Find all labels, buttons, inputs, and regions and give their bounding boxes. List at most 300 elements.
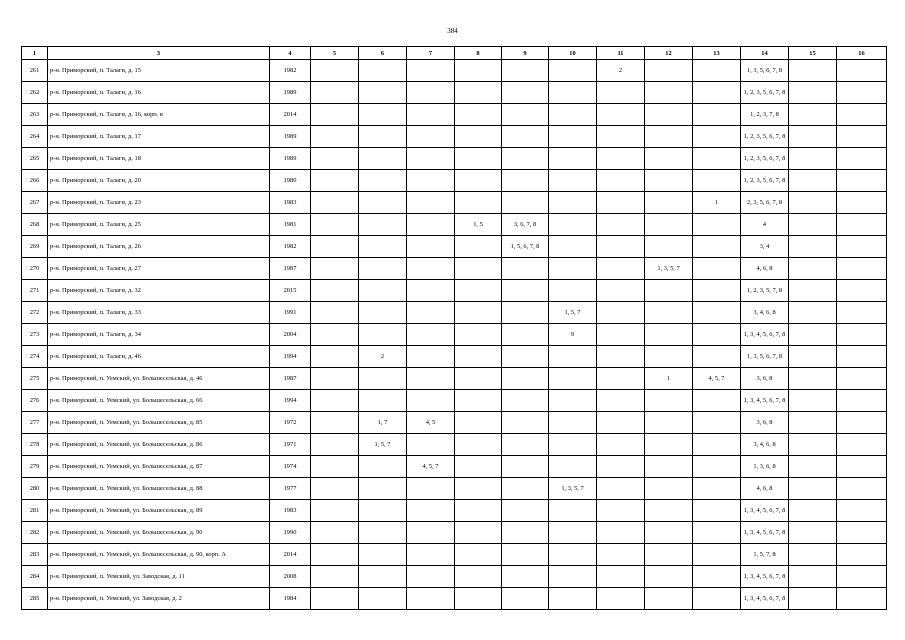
table-row [22, 104, 887, 126]
table-cell [407, 434, 455, 456]
table-cell [837, 412, 887, 434]
table-cell [455, 280, 502, 302]
table-cell [645, 280, 693, 302]
table-cell: 1, 2, 3, 5, 6, 7, 8 [741, 170, 789, 192]
year-cell: 1994 [270, 390, 311, 412]
table-cell: 1, 5 [455, 214, 502, 236]
row-number-cell: 263 [22, 104, 48, 126]
table-cell [407, 126, 455, 148]
table-cell [502, 368, 549, 390]
table-cell [645, 60, 693, 82]
table-cell [359, 588, 407, 610]
year-cell: 1990 [270, 522, 311, 544]
year-cell: 2004 [270, 324, 311, 346]
address-cell: р-н. Приморский, п. Талаги, д. 16, корп. в [48, 104, 270, 126]
table-cell [597, 412, 645, 434]
table-cell [789, 412, 837, 434]
row-number-cell: 283 [22, 544, 48, 566]
table-cell: 1, 2, 3, 5, 6, 7, 8 [741, 148, 789, 170]
table-row [22, 456, 887, 478]
table-cell [693, 522, 741, 544]
table-cell [645, 544, 693, 566]
table-cell: 1, 5, 7 [549, 302, 597, 324]
table-cell [455, 456, 502, 478]
table-cell [645, 302, 693, 324]
table-cell [597, 126, 645, 148]
address-cell: р-н. Приморский, п. Уемский, ул. Большесельская, д. 66 [48, 390, 270, 412]
table-cell: 1, 3, 5, 6, 7, 8 [741, 346, 789, 368]
table-row [22, 500, 887, 522]
table-cell [693, 588, 741, 610]
table-cell [645, 434, 693, 456]
column-header-10: 10 [549, 47, 597, 60]
table-cell [789, 500, 837, 522]
row-number-cell: 276 [22, 390, 48, 412]
table-cell [455, 302, 502, 324]
table-cell [549, 412, 597, 434]
table-cell [837, 236, 887, 258]
table-cell [359, 368, 407, 390]
table-cell [407, 346, 455, 368]
table-cell [789, 368, 837, 390]
table-cell [549, 192, 597, 214]
table-cell [693, 500, 741, 522]
table-cell [502, 522, 549, 544]
table-cell [597, 258, 645, 280]
table-cell [789, 170, 837, 192]
table-cell [502, 192, 549, 214]
table-cell: 1, 3, 4, 5, 6, 7, 8 [741, 500, 789, 522]
table-cell [645, 588, 693, 610]
table-cell [789, 104, 837, 126]
year-cell: 1972 [270, 412, 311, 434]
table-cell [693, 170, 741, 192]
table-cell [789, 258, 837, 280]
table-cell [311, 456, 359, 478]
address-cell: р-н. Приморский, п. Талаги, д. 17 [48, 126, 270, 148]
table-cell: 1 [693, 192, 741, 214]
table-cell [693, 478, 741, 500]
table-cell [789, 390, 837, 412]
table-cell [645, 104, 693, 126]
table-cell [311, 412, 359, 434]
table-row [22, 148, 887, 170]
table-cell [549, 104, 597, 126]
table-cell [789, 148, 837, 170]
address-cell: р-н. Приморский, п. Талаги, д. 46 [48, 346, 270, 368]
address-cell: р-н. Приморский, п. Талаги, д. 23 [48, 192, 270, 214]
table-cell [597, 368, 645, 390]
table-cell [311, 148, 359, 170]
table-cell [359, 104, 407, 126]
table-cell [837, 60, 887, 82]
table-cell [502, 478, 549, 500]
table-cell [549, 82, 597, 104]
year-cell: 1980 [270, 170, 311, 192]
table-cell: 1, 3, 4, 5, 6, 7, 8 [741, 390, 789, 412]
table-cell [693, 412, 741, 434]
table-cell [311, 544, 359, 566]
table-cell [789, 566, 837, 588]
table-cell [311, 500, 359, 522]
table-cell [407, 192, 455, 214]
table-cell [789, 126, 837, 148]
year-cell: 1983 [270, 192, 311, 214]
table-cell [359, 236, 407, 258]
table-cell [837, 478, 887, 500]
table-cell [789, 456, 837, 478]
row-number-cell: 272 [22, 302, 48, 324]
table-cell [837, 566, 887, 588]
header-row [22, 47, 887, 60]
table-cell [597, 566, 645, 588]
table-cell [837, 192, 887, 214]
table-cell [693, 302, 741, 324]
table-row [22, 236, 887, 258]
table-cell [407, 368, 455, 390]
year-cell: 2014 [270, 544, 311, 566]
address-cell: р-н. Приморский, п. Уемский, ул. Большесельская, д. 85 [48, 412, 270, 434]
table-cell [789, 346, 837, 368]
table-cell [837, 390, 887, 412]
table-cell [597, 544, 645, 566]
table-cell [837, 302, 887, 324]
table-cell [407, 588, 455, 610]
table-cell: 4, 6, 8 [741, 258, 789, 280]
table-cell [693, 434, 741, 456]
column-header-1: 1 [22, 47, 48, 60]
table-cell [693, 148, 741, 170]
table-cell [502, 346, 549, 368]
year-cell: 1989 [270, 148, 311, 170]
table-cell [311, 324, 359, 346]
table-cell [455, 566, 502, 588]
table-cell [407, 280, 455, 302]
year-cell: 1994 [270, 346, 311, 368]
table-cell [645, 82, 693, 104]
address-cell: р-н. Приморский, п. Уемский, ул. Большесельская, д. 86 [48, 434, 270, 456]
table-cell: 4, 5, 7 [407, 456, 455, 478]
table-cell [789, 214, 837, 236]
table-cell [455, 324, 502, 346]
row-number-cell: 279 [22, 456, 48, 478]
table-cell [311, 236, 359, 258]
year-cell: 1989 [270, 126, 311, 148]
table-cell [359, 258, 407, 280]
column-header-9: 9 [502, 47, 549, 60]
column-header-6: 6 [359, 47, 407, 60]
table-cell [837, 258, 887, 280]
year-cell: 1984 [270, 588, 311, 610]
year-cell: 1982 [270, 236, 311, 258]
table-cell: 1, 3, 4, 5, 6, 7, 8 [741, 566, 789, 588]
table-row [22, 478, 887, 500]
table-cell [693, 544, 741, 566]
table-cell [407, 170, 455, 192]
table-cell [549, 390, 597, 412]
year-cell: 1971 [270, 434, 311, 456]
table-cell [789, 236, 837, 258]
table-row [22, 126, 887, 148]
column-header-3: 3 [48, 47, 270, 60]
table-cell [502, 280, 549, 302]
table-cell [549, 148, 597, 170]
table-cell: 9 [549, 324, 597, 346]
column-header-14: 14 [741, 47, 789, 60]
table-cell [597, 522, 645, 544]
table-row [22, 588, 887, 610]
table-cell: 1 [645, 368, 693, 390]
table-cell [693, 214, 741, 236]
table-row [22, 522, 887, 544]
column-header-5: 5 [311, 47, 359, 60]
row-number-cell: 284 [22, 566, 48, 588]
table-cell [455, 60, 502, 82]
table-cell [455, 104, 502, 126]
table-cell [502, 324, 549, 346]
table-cell: 1, 2, 3, 5, 6, 7, 8 [741, 82, 789, 104]
address-cell: р-н. Приморский, п. Талаги, д. 34 [48, 324, 270, 346]
table-cell [549, 126, 597, 148]
address-cell: р-н. Приморский, п. Талаги, д. 33 [48, 302, 270, 324]
address-cell: р-н. Приморский, п. Уемский, ул. Большесельская, д. 89 [48, 500, 270, 522]
table-cell [837, 214, 887, 236]
table-cell [359, 566, 407, 588]
table-cell [645, 214, 693, 236]
table-cell [645, 324, 693, 346]
column-header-13: 13 [693, 47, 741, 60]
table-cell [837, 456, 887, 478]
table-cell [407, 214, 455, 236]
address-cell: р-н. Приморский, п. Уемский, ул. Большесельская, д. 88 [48, 478, 270, 500]
table-cell [502, 544, 549, 566]
table-row [22, 346, 887, 368]
table-cell [789, 588, 837, 610]
address-cell: р-н. Приморский, п. Талаги, д. 25 [48, 214, 270, 236]
table-cell: 1, 5, 7, 8 [741, 544, 789, 566]
table-cell [597, 236, 645, 258]
table-cell [693, 390, 741, 412]
table-cell: 3, 6, 7, 8 [502, 214, 549, 236]
table-body [22, 60, 887, 610]
table-cell [597, 324, 645, 346]
table-cell [645, 566, 693, 588]
address-cell: р-н. Приморский, п. Талаги, д. 16 [48, 82, 270, 104]
table-cell [789, 280, 837, 302]
table-cell [455, 544, 502, 566]
table-cell [359, 390, 407, 412]
table-cell [455, 412, 502, 434]
table-cell [455, 390, 502, 412]
table-row [22, 82, 887, 104]
table-cell [502, 82, 549, 104]
table-cell [311, 280, 359, 302]
table-cell [455, 148, 502, 170]
table-cell [502, 60, 549, 82]
table-cell [455, 478, 502, 500]
table-cell [837, 324, 887, 346]
address-cell: р-н. Приморский, п. Талаги, д. 20 [48, 170, 270, 192]
table-cell [407, 104, 455, 126]
address-cell: р-н. Приморский, п. Талаги, д. 15 [48, 60, 270, 82]
table-cell [837, 500, 887, 522]
table-cell [359, 522, 407, 544]
table-cell [549, 236, 597, 258]
table-cell [549, 346, 597, 368]
table-cell: 1, 5, 6, 7, 8 [502, 236, 549, 258]
table-cell [837, 82, 887, 104]
row-number-cell: 274 [22, 346, 48, 368]
address-cell: р-н. Приморский, п. Уемский, ул. Большесельская, д. 90 [48, 522, 270, 544]
table-cell [359, 126, 407, 148]
table-cell [359, 148, 407, 170]
table-cell [407, 390, 455, 412]
table-cell [455, 522, 502, 544]
table-cell [549, 456, 597, 478]
table-cell [455, 434, 502, 456]
row-number-cell: 267 [22, 192, 48, 214]
table-cell [455, 588, 502, 610]
address-cell: р-н. Приморский, п. Уемский, ул. Большесельская, д. 87 [48, 456, 270, 478]
table-cell [645, 456, 693, 478]
year-cell: 1987 [270, 368, 311, 390]
page-number: 384 [447, 27, 458, 35]
table-cell [407, 544, 455, 566]
table-cell [645, 412, 693, 434]
data-table [21, 46, 887, 610]
table-row [22, 192, 887, 214]
table-row [22, 214, 887, 236]
table-cell [693, 126, 741, 148]
row-number-cell: 262 [22, 82, 48, 104]
table-cell [311, 170, 359, 192]
table-cell [502, 434, 549, 456]
column-header-8: 8 [455, 47, 502, 60]
table-cell [549, 566, 597, 588]
table-cell [455, 170, 502, 192]
table-cell [311, 368, 359, 390]
table-cell [693, 456, 741, 478]
address-cell: р-н. Приморский, п. Уемский, ул. Большесельская, д. 90, корп. А [48, 544, 270, 566]
table-cell [359, 170, 407, 192]
year-cell: 1991 [270, 302, 311, 324]
table-cell: 1, 3, 4, 5, 6, 7, 8 [741, 588, 789, 610]
row-number-cell: 270 [22, 258, 48, 280]
year-cell: 1987 [270, 258, 311, 280]
table-cell [311, 258, 359, 280]
table-cell [502, 170, 549, 192]
table-cell [645, 236, 693, 258]
table-cell: 3, 4, 6, 8 [741, 434, 789, 456]
table-cell [311, 478, 359, 500]
table-cell [549, 280, 597, 302]
table-cell [693, 258, 741, 280]
table-cell [645, 500, 693, 522]
table-cell [693, 324, 741, 346]
table-row [22, 412, 887, 434]
table-cell [597, 390, 645, 412]
address-cell: р-н. Приморский, п. Уемский, ул. Заводская, д. 2 [48, 588, 270, 610]
table-cell [597, 478, 645, 500]
table-cell [311, 192, 359, 214]
row-number-cell: 285 [22, 588, 48, 610]
table-cell [645, 390, 693, 412]
table-cell [789, 302, 837, 324]
column-header-11: 11 [597, 47, 645, 60]
table-cell: 3, 6, 8 [741, 368, 789, 390]
year-cell: 1981 [270, 214, 311, 236]
row-number-cell: 281 [22, 500, 48, 522]
table-row [22, 544, 887, 566]
table-cell [455, 236, 502, 258]
table-cell [597, 170, 645, 192]
column-header-12: 12 [645, 47, 693, 60]
table-cell: 1, 3, 6, 8 [741, 456, 789, 478]
table-cell [789, 192, 837, 214]
table-cell [407, 236, 455, 258]
table-cell [837, 170, 887, 192]
table-cell: 4, 6, 8 [741, 478, 789, 500]
table-cell [502, 412, 549, 434]
table-cell: 1, 3, 4, 5, 6, 7, 8 [741, 522, 789, 544]
row-number-cell: 280 [22, 478, 48, 500]
table-cell [693, 60, 741, 82]
table-cell: 1, 3, 5, 6, 7, 8 [741, 60, 789, 82]
table-cell [455, 500, 502, 522]
table-cell [311, 104, 359, 126]
table-cell: 1, 3, 5, 7 [645, 258, 693, 280]
table-row [22, 566, 887, 588]
table-cell [645, 170, 693, 192]
table-cell [837, 280, 887, 302]
table-cell [645, 478, 693, 500]
table-cell [359, 500, 407, 522]
table-cell [549, 588, 597, 610]
table-cell [597, 280, 645, 302]
table-cell [455, 82, 502, 104]
address-cell: р-н. Приморский, п. Талаги, д. 32 [48, 280, 270, 302]
table-cell [645, 126, 693, 148]
table-cell [789, 522, 837, 544]
table-cell [311, 60, 359, 82]
table-cell [549, 500, 597, 522]
table-cell [502, 588, 549, 610]
table-cell [837, 588, 887, 610]
table-cell: 3, 4 [741, 236, 789, 258]
row-number-cell: 269 [22, 236, 48, 258]
table-cell: 1, 5, 7 [359, 434, 407, 456]
row-number-cell: 261 [22, 60, 48, 82]
table-row [22, 280, 887, 302]
table-cell [549, 522, 597, 544]
address-cell: р-н. Приморский, п. Талаги, д. 18 [48, 148, 270, 170]
table-cell [311, 214, 359, 236]
table-row [22, 302, 887, 324]
table-cell [837, 434, 887, 456]
year-cell: 2008 [270, 566, 311, 588]
table-cell [597, 82, 645, 104]
table-cell [645, 346, 693, 368]
table-cell [645, 522, 693, 544]
table-row [22, 434, 887, 456]
table-cell [407, 60, 455, 82]
table-cell [359, 456, 407, 478]
table-cell: 4, 5, 7 [693, 368, 741, 390]
table-cell [549, 170, 597, 192]
table-cell [359, 60, 407, 82]
year-cell: 2015 [270, 280, 311, 302]
table-cell [359, 302, 407, 324]
